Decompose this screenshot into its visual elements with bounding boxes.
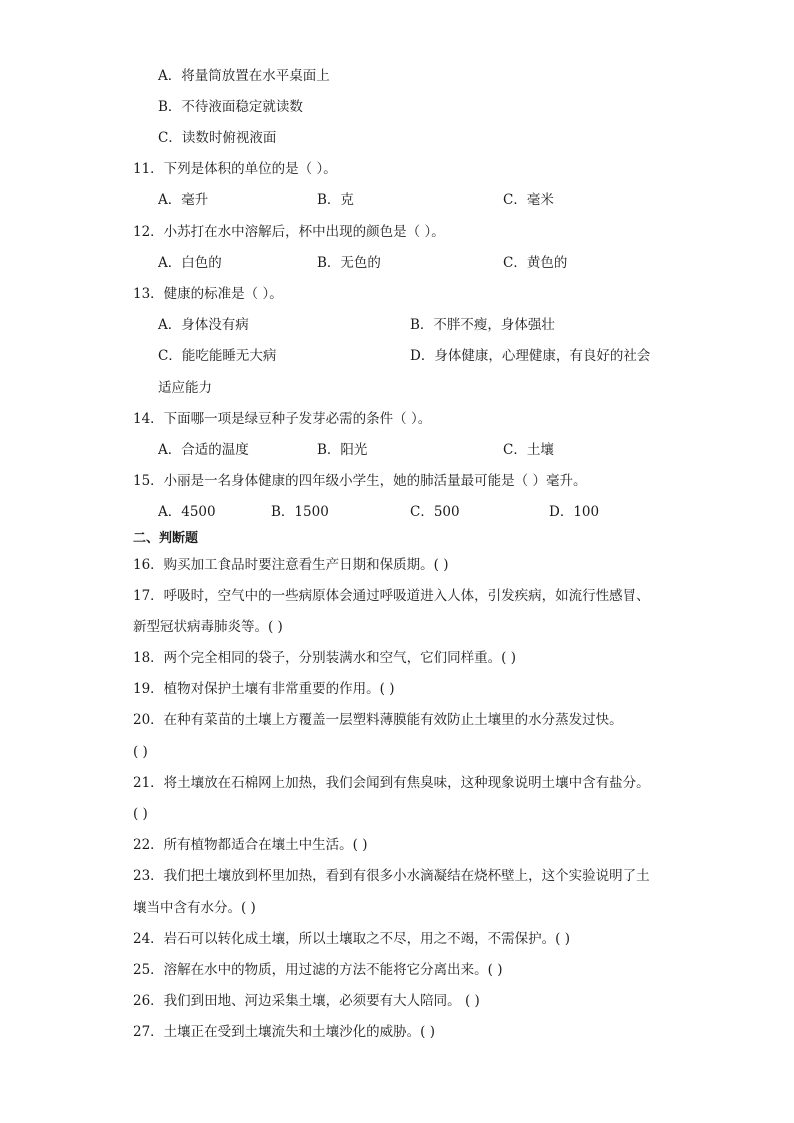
q17-text-continued: 新型冠状病毒肺炎等。( ) bbox=[133, 619, 283, 635]
q13-option-d-continued: 适应能力 bbox=[158, 380, 212, 396]
q14-option-a: A．合适的温度 bbox=[158, 442, 249, 458]
q11-option-c: C．毫米 bbox=[503, 192, 554, 208]
q13-stem: 13．健康的标准是（ ）。 bbox=[133, 286, 283, 302]
q12-stem: 12．小苏打在水中溶解后，杯中出现的颜色是（ ）。 bbox=[133, 224, 445, 240]
q15-option-a: A．4500 bbox=[158, 504, 216, 520]
section-title-judgment: 二、判断题 bbox=[133, 531, 199, 546]
q12-option-c: C．黄色的 bbox=[503, 255, 568, 271]
q14-option-b: B．阳光 bbox=[317, 442, 368, 458]
q20-text: 20．在种有菜苗的土壤上方覆盖一层塑料薄膜能有效防止土壤里的水分蒸发过快。 bbox=[133, 712, 623, 728]
q24-text: 24．岩石可以转化成土壤，所以土壤取之不尽，用之不竭，不需保护。( ) bbox=[133, 931, 571, 947]
q13-option-d: D．身体健康，心理健康，有良好的社会 bbox=[410, 348, 651, 364]
q12-option-b: B．无色的 bbox=[317, 255, 381, 271]
q19-text: 19．植物对保护土壤有非常重要的作用。( ) bbox=[133, 681, 395, 697]
q16-text: 16．购买加工食品时要注意看生产日期和保质期。( ) bbox=[133, 557, 449, 573]
q21-text: 21．将土壤放在石棉网上加热，我们会闻到有焦臭味，这种现象说明土壤中含有盐分。 bbox=[133, 775, 650, 791]
q20-answer-blank: ( ) bbox=[133, 744, 148, 760]
q11-stem: 11．下列是体积的单位的是（ ）。 bbox=[133, 161, 337, 177]
q27-text: 27．土壤正在受到土壤流失和土壤沙化的威胁。( ) bbox=[133, 1024, 436, 1040]
q13-option-c: C．能吃能睡无大病 bbox=[158, 348, 277, 364]
q12-option-a: A．白色的 bbox=[158, 255, 222, 271]
q21-answer-blank: ( ) bbox=[133, 806, 148, 822]
q15-option-d: D．100 bbox=[549, 504, 600, 520]
q15-option-c: C．500 bbox=[410, 504, 460, 520]
q15-option-b: B．1500 bbox=[271, 504, 329, 520]
q26-text: 26．我们到田地、河边采集土壤，必须要有大人陪同。 ( ) bbox=[133, 993, 480, 1009]
q13-option-b: B．不胖不瘦，身体强壮 bbox=[410, 317, 555, 333]
q25-text: 25．溶解在水中的物质，用过滤的方法不能将它分离出来。( ) bbox=[133, 962, 503, 978]
q15-stem: 15．小丽是一名身体健康的四年级小学生，她的肺活量最可能是（ ）毫升。 bbox=[133, 473, 587, 489]
q23-text-continued: 壤当中含有水分。( ) bbox=[133, 900, 256, 916]
q22-text: 22．所有植物都适合在壤土中生活。( ) bbox=[133, 837, 368, 853]
q11-option-b: B．克 bbox=[317, 192, 354, 208]
q10-option-a: A．将量筒放置在水平桌面上 bbox=[158, 68, 330, 84]
q14-stem: 14．下面哪一项是绿豆种子发芽必需的条件（ ）。 bbox=[133, 411, 432, 427]
q23-text: 23．我们把土壤放到杯里加热，看到有很多小水滴凝结在烧杯壁上，这个实验说明了土 bbox=[133, 868, 650, 884]
q13-option-a: A．身体没有病 bbox=[158, 317, 249, 333]
q10-option-c: C．读数时俯视液面 bbox=[158, 130, 277, 146]
q10-option-b: B．不待液面稳定就读数 bbox=[158, 99, 303, 115]
q17-text: 17．呼吸时，空气中的一些病原体会通过呼吸道进入人体，引发疾病，如流行性感冒、 bbox=[133, 588, 650, 604]
q14-option-c: C．土壤 bbox=[503, 442, 554, 458]
q11-option-a: A．毫升 bbox=[158, 192, 209, 208]
q18-text: 18．两个完全相同的袋子，分别装满水和空气，它们同样重。( ) bbox=[133, 650, 517, 666]
